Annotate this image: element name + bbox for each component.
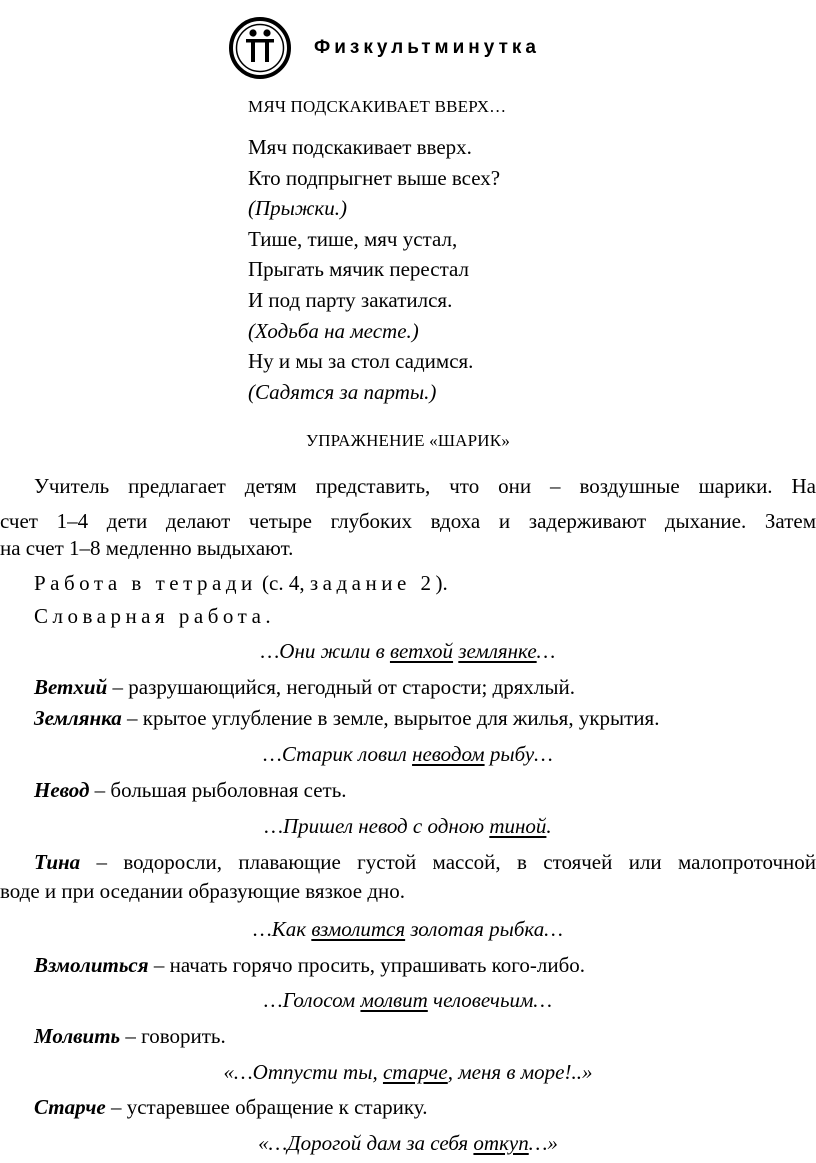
- paragraph-line: счет 1–4 дети делают четыре глубоких вдоха и задерживают дыхание. Затем: [0, 509, 816, 533]
- paragraph-line: Учитель предлагает детям представить, что они – воздушные шарики. На: [34, 474, 816, 498]
- header: [228, 16, 540, 80]
- quote-line: [0, 635, 816, 667]
- workbook-line: [34, 567, 448, 599]
- quote-underlined-word: молвит: [360, 988, 428, 1012]
- poem-title: МЯЧ ПОДСКАКИВАЕТ ВВЕРХ…: [248, 97, 507, 116]
- definition-term: Землянка: [34, 706, 122, 730]
- quote-text: …: [536, 639, 556, 663]
- workbook-label: Работа в тетради: [34, 571, 257, 595]
- quote-text: …Голосом: [263, 988, 361, 1012]
- quote-line: [0, 984, 816, 1016]
- definition-line: воде и при оседании образующие вязкое дно.: [0, 879, 406, 903]
- definition-term: Ветхий: [34, 675, 108, 699]
- quote-text: …»: [528, 1131, 558, 1155]
- quote-line: [0, 1056, 816, 1088]
- quote-text: рыбу…: [484, 742, 553, 766]
- quote-text: человечьим…: [427, 988, 553, 1012]
- poem-stage-direction: (Прыжки.): [248, 196, 347, 221]
- definition-text: – разрушающийся, негодный от старости; дряхлый.: [107, 675, 575, 699]
- poem-line: Тише, тише, мяч устал,: [248, 226, 458, 251]
- definition-line: [34, 774, 347, 806]
- quote-line: [0, 810, 816, 842]
- exercise-title: УПРАЖНЕНИЕ «ШАРИК»: [305, 431, 511, 450]
- poem-line: Прыгать мячик перестал: [248, 257, 470, 282]
- quote-underlined-word: старче: [382, 1060, 448, 1084]
- definition-term: Тина: [34, 850, 81, 874]
- quote-underlined-word: тиной: [489, 814, 547, 838]
- quote-line: [0, 913, 816, 945]
- quote-text: , меня в море!..»: [447, 1060, 593, 1084]
- definition-line: [34, 1020, 226, 1052]
- quote-line: [0, 1127, 816, 1159]
- poem-stage-direction: (Садятся за парты.): [248, 379, 437, 404]
- definition-text: – большая рыболовная сеть.: [89, 778, 347, 802]
- definition-line: [34, 702, 659, 734]
- quote-text: …Они жили в: [260, 639, 390, 663]
- poem: [248, 132, 500, 407]
- quote-text: «…Дорогой дам за себя: [258, 1131, 474, 1155]
- two-children-figures-icon: [228, 16, 292, 80]
- poem-line: И под парту закатился.: [248, 287, 453, 312]
- poem-line: Кто подпрыгнет выше всех?: [248, 165, 501, 190]
- poem-line: Ну и мы за стол садимся.: [248, 349, 474, 374]
- definition-term: Старче: [34, 1095, 106, 1119]
- workbook-page: (с. 4,: [256, 571, 310, 595]
- definition-text: – начать горячо просить, упрашивать кого-либо.: [148, 953, 586, 977]
- quote-text: .: [546, 814, 552, 838]
- workbook-task: задание 2: [309, 571, 436, 595]
- quote-underlined-word: взмолится: [311, 917, 406, 941]
- quote-underlined-word: откуп: [473, 1131, 529, 1155]
- definition-term: Взмолиться: [34, 953, 149, 977]
- definition-line: [0, 846, 816, 878]
- definition-text: – устаревшее обращение к старику.: [105, 1095, 428, 1119]
- quote-underlined-word: землянке: [458, 639, 537, 663]
- quote-text: золотая рыбка…: [405, 917, 563, 941]
- definition-term: Невод: [34, 778, 90, 802]
- workbook-end: ).: [435, 571, 448, 595]
- definition-text: – крытое углубление в земле, вырытое для жилья, укрытия.: [121, 706, 660, 730]
- poem-stage-direction: (Ходьба на месте.): [248, 318, 419, 343]
- quote-text: …Старик ловил: [263, 742, 413, 766]
- paragraph-line: на счет 1–8 медленно выдыхают.: [0, 536, 294, 560]
- quote-text: …Как: [253, 917, 312, 941]
- quote-text: «…Отпусти ты,: [223, 1060, 383, 1084]
- definition-term: Молвить: [34, 1024, 121, 1048]
- header-title: Физкультминутка: [314, 37, 540, 58]
- vocab-heading: Словарная работа.: [34, 604, 276, 628]
- definition-text: – водоросли, плавающие густой массой, в стоячей или малопроточной: [80, 850, 816, 874]
- definition-line: [34, 949, 585, 981]
- quote-text: …Пришел невод с одною: [264, 814, 490, 838]
- quote-line: [0, 738, 816, 770]
- quote-underlined-word: ветхой: [389, 639, 454, 663]
- quote-underlined-word: неводом: [412, 742, 485, 766]
- poem-line: Мяч подскакивает вверх.: [248, 135, 472, 159]
- definition-text: – говорить.: [120, 1024, 226, 1048]
- definition-line: [34, 671, 575, 703]
- definition-line: [34, 1091, 427, 1123]
